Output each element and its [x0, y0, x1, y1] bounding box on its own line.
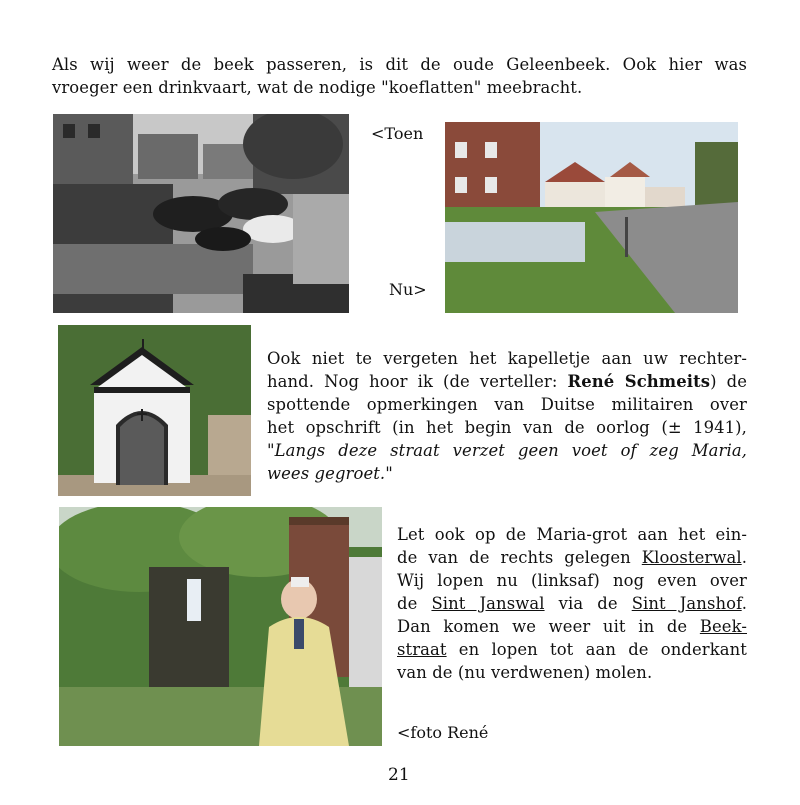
chapel-line-4: het opschrift (in het begin van de oorlog (± 1941), [267, 418, 747, 437]
inscription-quote-2: wees gegroet. [267, 464, 386, 483]
grotto-line-3: Wij lopen nu (linksaf) nog even over [397, 571, 747, 590]
grotto-line-1: Let ook op de Maria-grot aan het ein- [397, 525, 747, 544]
caption-now: Nu> [389, 280, 427, 299]
photo-old-cattle-at-stream [53, 114, 349, 313]
chapel-line-2: hand. Nog hoor ik (de verteller: René Schmeits) de [267, 372, 747, 391]
grotto-line-4: de Sint Janswal via de Sint Janshof. [397, 594, 747, 613]
grotto-paragraph [397, 523, 747, 684]
chapel-line-3: spottende opmerkingen van Duitse militairen over [267, 395, 747, 414]
chapel-line-5: "Langs deze straat verzet geen voet of zeg Maria, [267, 441, 747, 460]
intro-paragraph [52, 53, 747, 99]
grotto-line-5: Dan komen we weer uit in de Beek- [397, 617, 747, 636]
photo-maria-grotto [59, 507, 382, 746]
grotto-line-7: van de (nu verdwenen) molen. [397, 663, 653, 682]
intro-line-1: Als wij weer de beek passeren, is dit de oude Geleenbeek. Ook hier was [52, 55, 747, 74]
street-beekstraat-part-2: straat [397, 640, 447, 659]
street-kloosterwal: Kloosterwal [641, 548, 742, 567]
street-beekstraat-part-1: Beek- [699, 617, 747, 636]
photo-modern-street [445, 122, 738, 313]
chapel-paragraph [267, 347, 747, 485]
intro-line-2: vroeger een drinkvaart, wat de nodige "koeflatten" meebracht. [52, 78, 583, 97]
street-sint-janswal: Sint Janswal [431, 594, 545, 613]
caption-then: <Toen [371, 124, 424, 143]
grotto-line-2: de van de rechts gelegen Kloosterwal. [397, 548, 747, 567]
chapel-line-6: wees gegroet." [267, 464, 393, 483]
street-sint-janshof: Sint Janshof [631, 594, 742, 613]
narrator-name: René Schmeits [567, 372, 711, 391]
photo-chapel [58, 325, 251, 496]
chapel-line-1: Ook niet te vergeten het kapelletje aan uw rechter- [267, 349, 747, 368]
photo-credit: <foto René [397, 723, 489, 742]
page-number: 21 [388, 765, 410, 785]
inscription-quote-1: Langs deze straat verzet geen voet of zeg Maria, [274, 441, 747, 460]
grotto-line-6: straat en lopen tot aan de onderkant [397, 640, 747, 659]
